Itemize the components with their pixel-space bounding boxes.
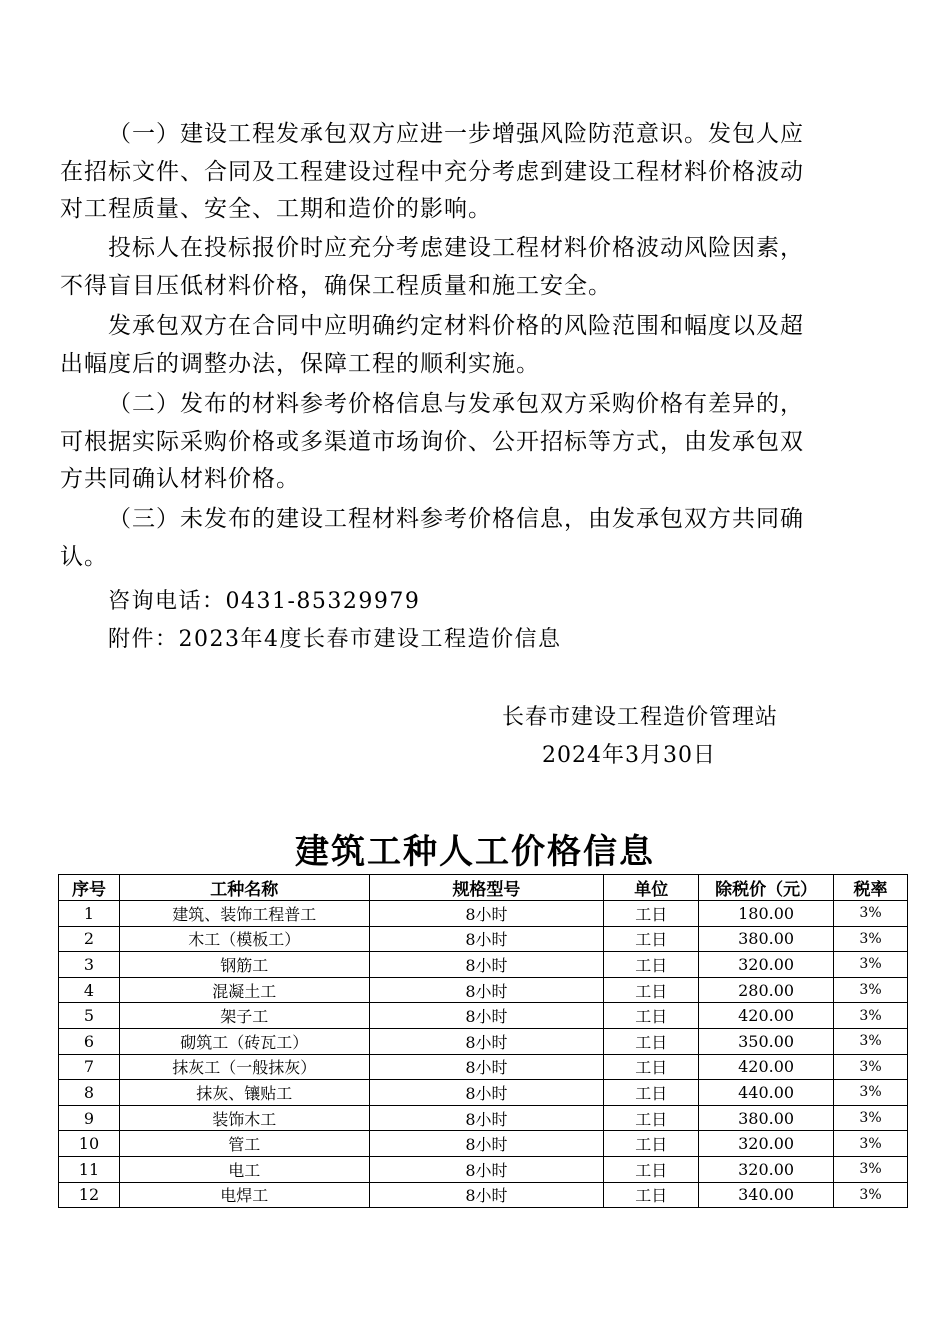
signature-org: 长春市建设工程造价管理站 (502, 705, 779, 730)
header-index: 序号 (59, 875, 120, 901)
cell-price-ex-tax: 180.00 (699, 901, 834, 927)
header-spec: 规格型号 (369, 875, 604, 901)
cell-tax-rate: 3% (834, 1182, 908, 1208)
table-header-row (59, 875, 908, 901)
table-row (59, 952, 908, 978)
table-row (59, 1003, 908, 1029)
cell-tax-rate: 3% (834, 1054, 908, 1080)
cell-trade-name: 电工 (119, 1156, 369, 1182)
paragraph-2: 投标人在投标报价时应充分考虑建设工程材料价格波动风险因素，不得盲目压低材料价格，确保工程质量和施工安全。 (60, 235, 804, 299)
cell-price-ex-tax: 340.00 (699, 1182, 834, 1208)
table-row (59, 977, 908, 1003)
cell-trade-name: 电焊工 (119, 1182, 369, 1208)
cell-row-index: 12 (59, 1182, 120, 1208)
table-body (59, 901, 908, 1208)
cell-unit: 工日 (604, 1131, 699, 1157)
header-trade-name: 工种名称 (119, 875, 369, 901)
cell-tax-rate: 3% (834, 1156, 908, 1182)
cell-price-ex-tax: 420.00 (699, 1054, 834, 1080)
cell-spec: 8小时 (369, 1105, 604, 1131)
cell-row-index: 2 (59, 926, 120, 952)
table-row (59, 926, 908, 952)
cell-tax-rate: 3% (834, 977, 908, 1003)
header-tax-rate: 税率 (834, 875, 908, 901)
cell-spec: 8小时 (369, 926, 604, 952)
table-row (59, 1028, 908, 1054)
cell-spec: 8小时 (369, 977, 604, 1003)
cell-trade-name: 建筑、装饰工程普工 (119, 901, 369, 927)
cell-price-ex-tax: 320.00 (699, 1131, 834, 1157)
table-title: 建筑工种人工价格信息 (295, 832, 655, 872)
cell-row-index: 6 (59, 1028, 120, 1054)
cell-spec: 8小时 (369, 1182, 604, 1208)
cell-tax-rate: 3% (834, 1131, 908, 1157)
cell-price-ex-tax: 320.00 (699, 1156, 834, 1182)
cell-trade-name: 架子工 (119, 1003, 369, 1029)
cell-unit: 工日 (604, 1105, 699, 1131)
cell-price-ex-tax: 350.00 (699, 1028, 834, 1054)
cell-row-index: 4 (59, 977, 120, 1003)
cell-trade-name: 木工（模板工） (119, 926, 369, 952)
cell-row-index: 11 (59, 1156, 120, 1182)
cell-trade-name: 钢筋工 (119, 952, 369, 978)
cell-trade-name: 装饰木工 (119, 1105, 369, 1131)
cell-row-index: 7 (59, 1054, 120, 1080)
header-unit: 单位 (604, 875, 699, 901)
cell-price-ex-tax: 440.00 (699, 1080, 834, 1106)
cell-price-ex-tax: 380.00 (699, 1105, 834, 1131)
cell-trade-name: 抹灰、镶贴工 (119, 1080, 369, 1106)
cell-unit: 工日 (604, 1003, 699, 1029)
cell-tax-rate: 3% (834, 1028, 908, 1054)
table-row (59, 1131, 908, 1157)
cell-trade-name: 管工 (119, 1131, 369, 1157)
cell-spec: 8小时 (369, 901, 604, 927)
cell-row-index: 5 (59, 1003, 120, 1029)
attachment-note: 附件：2023年4度长春市建设工程造价信息 (108, 627, 562, 652)
cell-unit: 工日 (604, 901, 699, 927)
cell-spec: 8小时 (369, 1028, 604, 1054)
cell-tax-rate: 3% (834, 1003, 908, 1029)
table-row (59, 1080, 908, 1106)
cell-row-index: 1 (59, 901, 120, 927)
paragraph-5: （三）未发布的建设工程材料参考价格信息，由发承包双方共同确认。 (60, 506, 804, 570)
cell-tax-rate: 3% (834, 1080, 908, 1106)
cell-trade-name: 混凝土工 (119, 977, 369, 1003)
contact-phone: 咨询电话：0431-85329979 (108, 589, 421, 614)
cell-spec: 8小时 (369, 1156, 604, 1182)
cell-spec: 8小时 (369, 952, 604, 978)
cell-spec: 8小时 (369, 1131, 604, 1157)
table-row (59, 1105, 908, 1131)
table-row (59, 901, 908, 927)
cell-trade-name: 砌筑工（砖瓦工） (119, 1028, 369, 1054)
header-price-ex-tax: 除税价（元） (699, 875, 834, 901)
cell-price-ex-tax: 280.00 (699, 977, 834, 1003)
cell-unit: 工日 (604, 1080, 699, 1106)
cell-unit: 工日 (604, 952, 699, 978)
cell-price-ex-tax: 380.00 (699, 926, 834, 952)
cell-row-index: 3 (59, 952, 120, 978)
cell-unit: 工日 (604, 1054, 699, 1080)
cell-price-ex-tax: 320.00 (699, 952, 834, 978)
cell-unit: 工日 (604, 1156, 699, 1182)
cell-tax-rate: 3% (834, 1105, 908, 1131)
cell-spec: 8小时 (369, 1054, 604, 1080)
cell-row-index: 9 (59, 1105, 120, 1131)
cell-tax-rate: 3% (834, 926, 908, 952)
cell-unit: 工日 (604, 926, 699, 952)
table-row (59, 1156, 908, 1182)
signature-date: 2024年3月30日 (542, 743, 716, 768)
cell-spec: 8小时 (369, 1003, 604, 1029)
cell-tax-rate: 3% (834, 952, 908, 978)
cell-unit: 工日 (604, 977, 699, 1003)
table-row (59, 1182, 908, 1208)
cell-trade-name: 抹灰工（一般抹灰） (119, 1054, 369, 1080)
labor-price-table (58, 874, 908, 1208)
cell-row-index: 10 (59, 1131, 120, 1157)
cell-row-index: 8 (59, 1080, 120, 1106)
paragraph-1: （一）建设工程发承包双方应进一步增强风险防范意识。发包人应在招标文件、合同及工程建设过程中充分考虑到建设工程材料价格波动对工程质量、安全、工期和造价的影响。 (60, 121, 804, 222)
table-row (59, 1054, 908, 1080)
cell-tax-rate: 3% (834, 901, 908, 927)
cell-spec: 8小时 (369, 1080, 604, 1106)
paragraph-3: 发承包双方在合同中应明确约定材料价格的风险范围和幅度以及超出幅度后的调整办法，保障工程的顺利实施。 (60, 313, 804, 377)
cell-price-ex-tax: 420.00 (699, 1003, 834, 1029)
paragraph-4: （二）发布的材料参考价格信息与发承包双方采购价格有差异的，可根据实际采购价格或多渠道市场询价、公开招标等方式，由发承包双方共同确认材料价格。 (60, 391, 804, 492)
cell-unit: 工日 (604, 1028, 699, 1054)
cell-unit: 工日 (604, 1182, 699, 1208)
